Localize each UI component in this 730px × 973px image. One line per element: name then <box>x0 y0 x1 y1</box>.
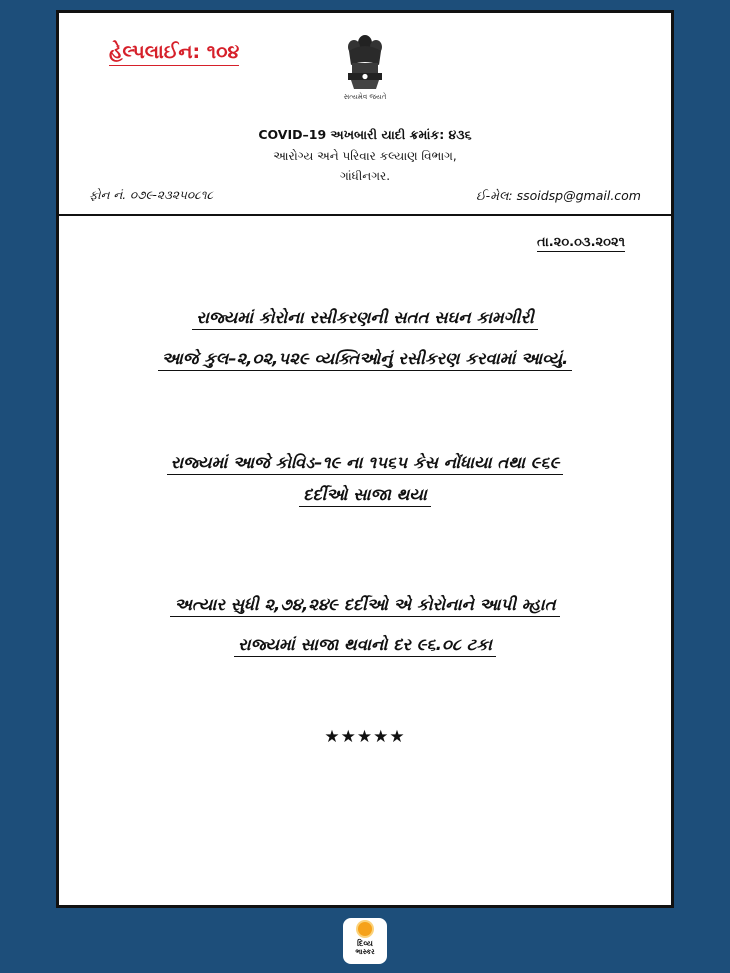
headline-total-recovered <box>59 595 671 615</box>
ashoka-emblem-icon <box>343 33 387 91</box>
press-release-number: COVID–19 અખબારી યાદી ક્રમાંક: ૪૩૬ <box>258 127 472 142</box>
email-address: ઈ-મેલ: ssoidsp@gmail.com <box>475 188 641 203</box>
press-release-page <box>56 10 674 908</box>
headline-text: અત્યાર સુધી ૨,૭૪,૨૪૯ દર્દીઓ એ કોરોનાને આપી મ્હાત <box>170 595 559 617</box>
department-name: આરોગ્ય અને પરિવાર કલ્યાણ વિભાગ, <box>273 149 457 163</box>
phone-number: ફોન નં. ૦૭૯-૨૩૨૫૦૮૧૮ <box>89 188 214 202</box>
headline-text: દર્દીઓ સાજા થયા <box>299 485 431 507</box>
headline-recovered-today <box>59 485 671 505</box>
emblem-motto: સત્યમેવ જયતે <box>343 93 387 101</box>
headline-vaccination-title <box>59 308 671 328</box>
sun-icon <box>358 922 372 936</box>
helpline-label: હેલ્પલાઈન: ૧૦૪ <box>109 41 239 66</box>
state-emblem <box>335 33 395 111</box>
headline-text: આજે કુલ–૨,૦૨,૫૨૯ વ્યક્તિઓનું રસીકરણ કરવામાં આવ્યું. <box>158 349 573 371</box>
release-date: તા.૨૦.૦૩.૨૦૨૧ <box>536 235 625 250</box>
headline-recovery-rate <box>59 635 671 655</box>
headline-text: રાજ્યમાં સાજા થવાનો દર ૯૬.૦૮ ટકા <box>234 635 496 657</box>
headline-text: રાજ્યમાં આજે કોવિડ–૧૯ ના ૧૫૬૫ કેસ નોંધાયા તથા ૯૬૯ <box>167 453 564 475</box>
header-divider <box>59 214 671 216</box>
logo-text-line1: દિવ્ય <box>357 939 373 948</box>
divya-bhaskar-logo <box>343 918 387 964</box>
headline-text: રાજ્યમાં કોરોના રસીકરણની સતત સઘન કામગીરી <box>192 308 537 330</box>
city-name: ગાંધીનગર. <box>339 169 391 183</box>
end-stars: ★★★★★ <box>324 727 406 747</box>
headline-new-cases <box>59 453 671 473</box>
logo-text-line2: ભાસ્કર <box>355 948 375 956</box>
headline-vaccination-count <box>59 349 671 369</box>
